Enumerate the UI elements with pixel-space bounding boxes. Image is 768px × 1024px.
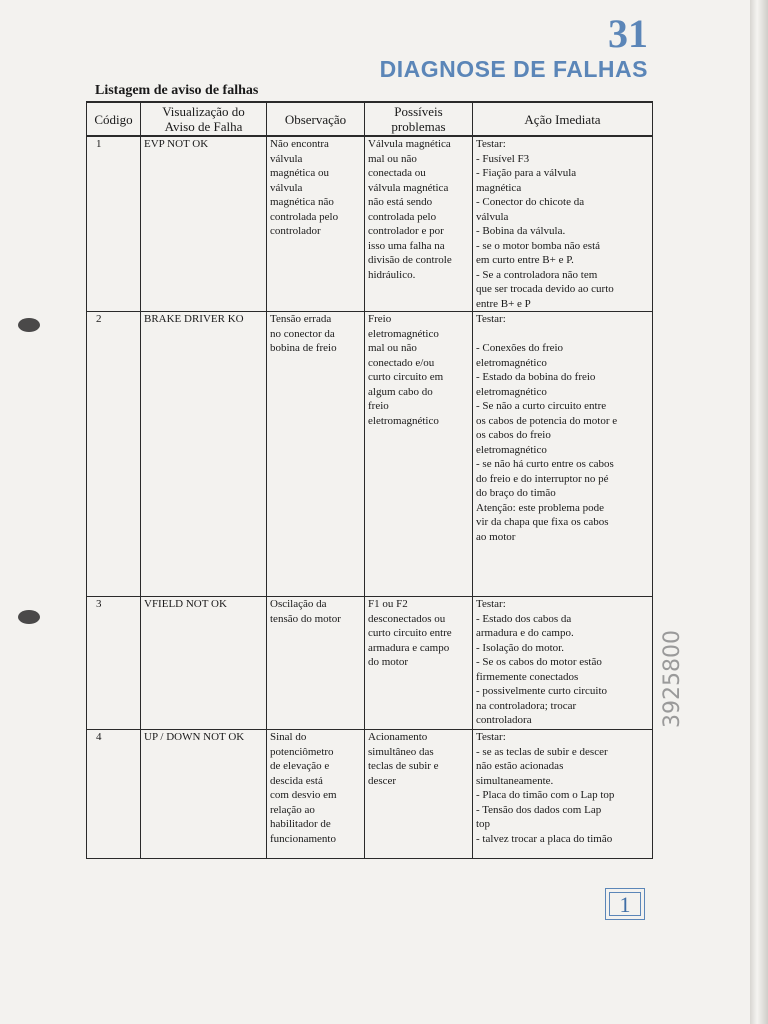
fault-code: 1: [87, 136, 141, 312]
fault-problems: F1 ou F2 desconectados ou curto circuito entre armadura e campo do motor: [365, 597, 473, 730]
column-header-code: Código: [87, 102, 141, 136]
table-title: Listagem de aviso de falhas: [95, 83, 259, 98]
fault-observation: Tensão errada no conector da bobina de freio: [267, 312, 365, 597]
fault-table: [86, 101, 653, 859]
column-header-display: Visualização do Aviso de Falha: [141, 102, 267, 136]
punch-hole: [18, 318, 40, 332]
page-edge: [750, 0, 768, 1024]
fault-display: UP / DOWN NOT OK: [141, 730, 267, 859]
fault-problems: Acionamento simultâneo das teclas de subir e descer: [365, 730, 473, 859]
fault-problems: Freio eletromagnético mal ou não conectado e/ou curto circuito em algum cabo do freio eletromagnético: [365, 312, 473, 597]
section-title: DIAGNOSE DE FALHAS: [379, 56, 648, 82]
fault-problems: Válvula magnética mal ou não conectada ou válvula magnética não está sendo controlada pelo controlador e por isso uma falha na divisão de controle hidráulico.: [365, 136, 473, 312]
fault-observation: Oscilação da tensão do motor: [267, 597, 365, 730]
column-header-problems: Possíveis problemas: [365, 102, 473, 136]
handwritten-note: 3925800: [660, 630, 685, 728]
footer-page-box: [605, 888, 645, 920]
page-number: 31: [608, 11, 648, 56]
table-row: [87, 597, 653, 730]
fault-code: 2: [87, 312, 141, 597]
fault-display: BRAKE DRIVER KO: [141, 312, 267, 597]
column-header-observation: Observação: [267, 102, 365, 136]
footer-page-number: 1: [609, 892, 641, 916]
table-row: [87, 730, 653, 859]
fault-action: Testar: - Estado dos cabos da armadura e do campo. - Isolação do motor. - Se os cabos do motor estão firmemente conectados - possivelmente curto circuito na controladora; trocar controladora: [473, 597, 653, 730]
fault-code: 4: [87, 730, 141, 859]
fault-action: Testar: - Conexões do freio eletromagnético - Estado da bobina do freio eletromagnético - Se não a curto circuito entre os cabos de potencia do motor e os cabos do freio eletromagnético - se não há curto entre os cabos do freio e do interruptor no pé do braço do timão Atenção: este problema pode vir da chapa que fixa os cabos ao motor: [473, 312, 653, 597]
fault-action: Testar: - Fusível F3 - Fiação para a válvula magnética - Conector do chicote da válvula - Bobina da válvula. - se o motor bomba não está em curto entre B+ e P. - Se a controladora não tem que ser trocada devido ao curto entre B+ e P: [473, 136, 653, 312]
fault-observation: Sinal do potenciômetro de elevação e descida está com desvio em relação ao habilitador de funcionamento: [267, 730, 365, 859]
table-row: [87, 312, 653, 597]
punch-hole: [18, 610, 40, 624]
column-header-action: Ação Imediata: [473, 102, 653, 136]
fault-display: VFIELD NOT OK: [141, 597, 267, 730]
fault-observation: Não encontra válvula magnética ou válvula magnética não controlada pelo controlador: [267, 136, 365, 312]
table-header-row: [87, 102, 653, 136]
fault-code: 3: [87, 597, 141, 730]
table-row: [87, 136, 653, 312]
fault-action: Testar: - se as teclas de subir e descer não estão acionadas simultaneamente. - Placa do timão com o Lap top - Tensão dos dados com Lap top - talvez trocar a placa do timão: [473, 730, 653, 859]
fault-display: EVP NOT OK: [141, 136, 267, 312]
